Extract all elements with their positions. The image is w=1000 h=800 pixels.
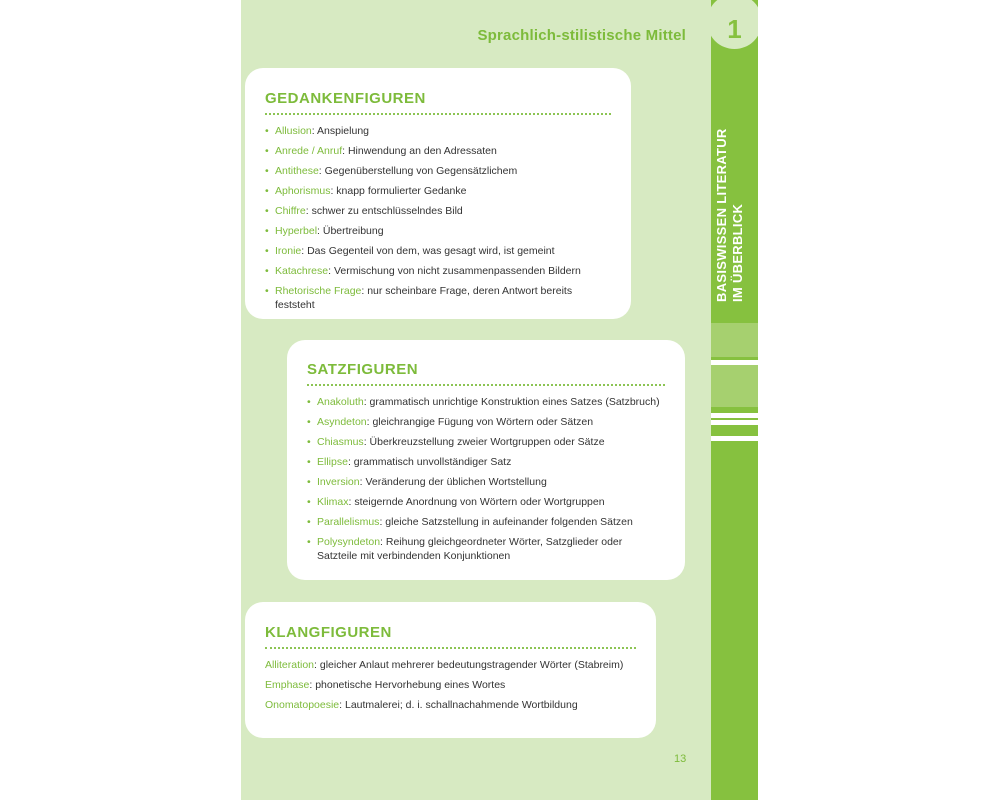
definition: : Veränderung der üblichen Wortstellung (359, 476, 547, 488)
chapter-title-line2: IM ÜBERBLICK (730, 203, 745, 302)
list-item (265, 698, 636, 712)
term: Antithese (275, 165, 319, 177)
term: Polysyndeton (317, 536, 381, 548)
bullet-icon: • (265, 145, 269, 157)
term: Katachrese (275, 265, 329, 277)
term: Alliteration (265, 659, 315, 671)
bullet-icon: • (265, 125, 269, 137)
bullet-icon: • (307, 436, 311, 448)
list-item (307, 435, 665, 449)
term: Hyperbel (275, 225, 318, 237)
definition: : steigernde Anordnung von Wörtern oder Wortgruppen (348, 496, 605, 508)
definition: : Hinwendung an den Adressaten (342, 145, 497, 157)
heading-divider (265, 113, 611, 115)
tab-marker-2 (711, 365, 758, 407)
definition: : knapp formulierter Gedanke (330, 185, 467, 197)
bullet-icon: • (307, 396, 311, 408)
term: Anakoluth (317, 396, 364, 408)
list-item (307, 535, 665, 563)
chapter-title-line1: BASISWISSEN LITERATUR (714, 128, 729, 302)
bullet-icon: • (265, 225, 269, 237)
bullet-icon: • (307, 516, 311, 528)
bullet-icon: • (307, 496, 311, 508)
list-item (307, 495, 665, 509)
list-item (265, 184, 611, 198)
definition: : Vermischung von nicht zusammenpassenden Bildern (328, 265, 581, 277)
definition: : Lautmalerei; d. i. schallnachahmende Wortbildung (339, 699, 578, 711)
bullet-icon: • (307, 536, 311, 548)
definition: : nur scheinbare Frage, deren Antwort bereits feststeht (275, 285, 573, 311)
definition: : gleicher Anlaut mehrerer bedeutungstragender Wörter (Stabreim) (314, 659, 624, 671)
definition: : Anspielung (311, 125, 369, 137)
bullet-icon: • (265, 185, 269, 197)
definition: : Gegenüberstellung von Gegensätzlichem (318, 165, 518, 177)
list-item (265, 678, 636, 692)
bullet-icon: • (307, 456, 311, 468)
list-item (265, 244, 611, 258)
term: Rhetorische Frage (275, 285, 362, 297)
term: Ironie (275, 245, 302, 257)
tab-divider-2 (711, 413, 758, 418)
satzfiguren-heading: SATZFIGUREN (307, 361, 419, 378)
list-item (265, 284, 611, 312)
chapter-number: 1 (727, 14, 742, 44)
definition: : Überkreuzstellung zweier Wortgruppen oder Sätze (363, 436, 605, 448)
klangfiguren-list (265, 658, 636, 712)
definition: : gleichrangige Fügung von Wörtern oder Sätzen (366, 416, 594, 428)
gedankenfiguren-heading: GEDANKENFIGUREN (265, 90, 426, 107)
term: Klimax (317, 496, 349, 508)
klangfiguren-heading: KLANGFIGUREN (265, 624, 392, 641)
term: Parallelismus (317, 516, 380, 528)
list-item (307, 455, 665, 469)
tab-divider-4 (711, 436, 758, 441)
term: Anrede / Anruf (275, 145, 343, 157)
heading-divider (265, 647, 636, 649)
bullet-icon: • (265, 205, 269, 217)
list-item (307, 415, 665, 429)
card-klangfiguren (245, 602, 656, 738)
chapter-title-vertical (714, 127, 754, 302)
tab-marker-1 (711, 323, 758, 357)
definition: : grammatisch unrichtige Konstruktion eines Satzes (Satzbruch) (363, 396, 660, 408)
list-item (265, 204, 611, 218)
book-page (241, 0, 758, 800)
card-gedankenfiguren (245, 68, 631, 319)
definition: : Reihung gleichgeordneter Wörter, Satzglieder oder Satzteile mit verbindenden Konjunktionen (317, 536, 623, 562)
list-item (265, 124, 611, 138)
definition: : phonetische Hervorhebung eines Wortes (309, 679, 506, 691)
tab-divider-3 (711, 420, 758, 425)
list-item (265, 264, 611, 278)
definition: : Das Gegenteil von dem, was gesagt wird, ist gemeint (301, 245, 555, 257)
chapter-side-tab (711, 0, 758, 800)
term: Chiffre (275, 205, 306, 217)
card-satzfiguren (287, 340, 685, 580)
page-header-title: Sprachlich-stilistische Mittel (477, 27, 686, 44)
definition: : Übertreibung (317, 225, 384, 237)
term: Allusion (275, 125, 312, 137)
list-item (307, 515, 665, 529)
page-number: 13 (674, 753, 687, 765)
list-item (265, 164, 611, 178)
term: Aphorismus (275, 185, 331, 197)
term: Chiasmus (317, 436, 364, 448)
list-item (265, 144, 611, 158)
term: Onomatopoesie (265, 699, 340, 711)
bullet-icon: • (265, 265, 269, 277)
term: Inversion (317, 476, 360, 488)
term: Ellipse (317, 456, 348, 468)
definition: : gleiche Satzstellung in aufeinander folgenden Sätzen (379, 516, 633, 528)
bullet-icon: • (265, 285, 269, 297)
term: Asyndeton (317, 416, 367, 428)
bullet-icon: • (265, 165, 269, 177)
bullet-icon: • (265, 245, 269, 257)
list-item (265, 224, 611, 238)
heading-divider (307, 384, 665, 386)
satzfiguren-list (307, 395, 665, 563)
term: Emphase (265, 679, 310, 691)
definition: : grammatisch unvollständiger Satz (347, 456, 512, 468)
list-item (307, 475, 665, 489)
list-item (265, 658, 636, 672)
bullet-icon: • (307, 476, 311, 488)
list-item (307, 395, 665, 409)
bullet-icon: • (307, 416, 311, 428)
gedankenfiguren-list (265, 124, 611, 312)
definition: : schwer zu entschlüsselndes Bild (305, 205, 463, 217)
